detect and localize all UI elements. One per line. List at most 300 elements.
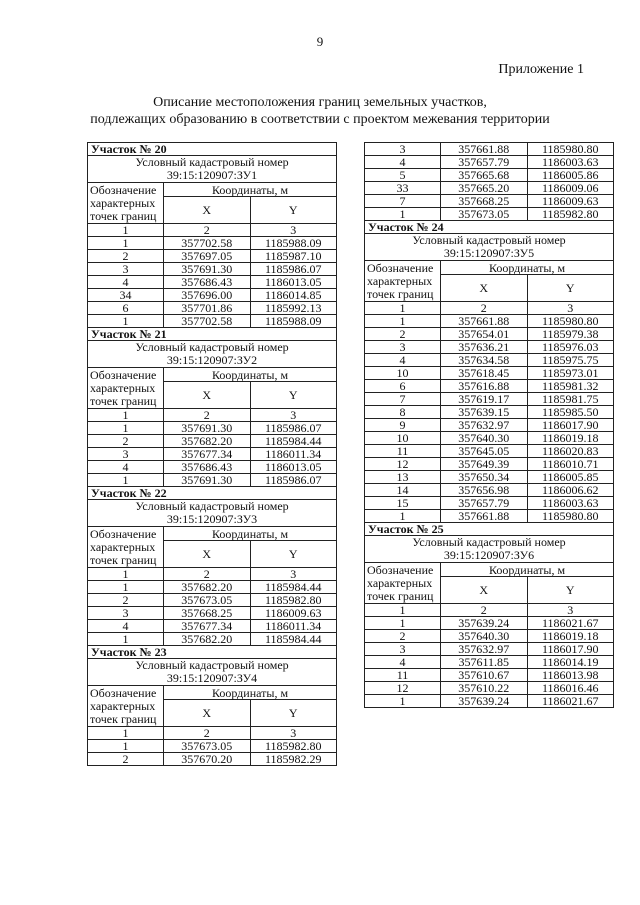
cadastral-row [88, 156, 337, 183]
point-number: 6 [365, 380, 441, 393]
y-coordinate: 1186019.18 [527, 432, 614, 445]
point-number: 15 [365, 497, 441, 510]
y-coordinate: 1186017.90 [527, 643, 614, 656]
y-coordinate: 1185988.09 [250, 237, 337, 250]
designation-label-line: Обозначение [90, 182, 157, 197]
y-header: Y [250, 382, 337, 409]
x-coordinate: 357618.45 [441, 367, 528, 380]
y-header: Y [250, 541, 337, 568]
column-number: 1 [365, 302, 441, 315]
x-coordinate: 357682.20 [164, 633, 251, 646]
y-coordinate: 1185987.10 [250, 250, 337, 263]
plot-title-row [88, 328, 337, 341]
cadastral-value: 39:15:120907:ЗУ2 [166, 353, 258, 367]
point-number: 12 [365, 458, 441, 471]
designation-label-line: точек границ [90, 208, 157, 223]
x-coordinate: 357634.58 [441, 354, 528, 367]
table-row [365, 497, 614, 510]
point-number: 3 [88, 263, 164, 276]
y-coordinate: 1186016.46 [527, 682, 614, 695]
header-row [365, 563, 614, 577]
x-header: X [441, 577, 528, 604]
cadastral-value: 39:15:120907:ЗУ4 [166, 671, 258, 685]
cadastral-row [365, 536, 614, 563]
designation-header [88, 368, 164, 409]
designation-label-line: точек границ [90, 711, 157, 726]
x-coordinate: 357670.20 [164, 753, 251, 766]
designation-label-line: Обозначение [90, 526, 157, 541]
table-row [365, 143, 614, 156]
column-number: 2 [164, 568, 251, 581]
cadastral-row [365, 234, 614, 261]
point-number: 1 [88, 581, 164, 594]
column-number: 1 [88, 727, 164, 740]
x-coordinate: 357702.58 [164, 315, 251, 328]
x-coordinate: 357661.88 [441, 510, 528, 523]
column-number: 3 [250, 409, 337, 422]
x-coordinate: 357661.88 [441, 315, 528, 328]
point-number: 7 [365, 393, 441, 406]
table-row [88, 289, 337, 302]
x-coordinate: 357639.24 [441, 695, 528, 708]
point-number: 1 [88, 422, 164, 435]
cadastral-number [365, 536, 614, 563]
table-row [365, 156, 614, 169]
point-number: 4 [88, 276, 164, 289]
page-number: 9 [316, 34, 324, 49]
y-coordinate: 1186014.19 [527, 656, 614, 669]
table-row [88, 237, 337, 250]
y-coordinate: 1186005.86 [527, 169, 614, 182]
point-number: 4 [365, 354, 441, 367]
y-coordinate: 1186006.62 [527, 484, 614, 497]
point-number: 1 [365, 315, 441, 328]
point-number: 3 [365, 643, 441, 656]
right-coordinates-table [364, 142, 614, 708]
point-number: 3 [88, 607, 164, 620]
header-row [365, 261, 614, 275]
point-number: 11 [365, 445, 441, 458]
y-coordinate: 1186011.34 [250, 448, 337, 461]
point-number: 7 [365, 195, 441, 208]
y-coordinate: 1185981.32 [527, 380, 614, 393]
title-line-2: подлежащих образованию в соответствии с проектом межевания территории [90, 112, 550, 127]
x-coordinate: 357640.30 [441, 630, 528, 643]
column-number: 2 [164, 224, 251, 237]
point-number: 1 [365, 208, 441, 221]
cadastral-label: Условный кадастровый номер [412, 535, 566, 549]
y-coordinate: 1185986.07 [250, 474, 337, 487]
coordinates-header: Координаты, м [164, 368, 337, 382]
point-number: 11 [365, 669, 441, 682]
x-coordinate: 357610.22 [441, 682, 528, 695]
point-number: 3 [365, 341, 441, 354]
x-coordinate: 357639.15 [441, 406, 528, 419]
point-number: 13 [365, 471, 441, 484]
column-number: 3 [250, 224, 337, 237]
table-row [88, 607, 337, 620]
point-number: 12 [365, 682, 441, 695]
y-header: Y [250, 197, 337, 224]
cadastral-value: 39:15:120907:ЗУ5 [443, 246, 535, 260]
table-row [365, 406, 614, 419]
y-coordinate: 1186013.05 [250, 461, 337, 474]
y-coordinate: 1186009.63 [250, 607, 337, 620]
table-row [88, 315, 337, 328]
table-row [88, 474, 337, 487]
coordinates-header: Координаты, м [164, 183, 337, 197]
point-number: 5 [365, 169, 441, 182]
x-coordinate: 357632.97 [441, 419, 528, 432]
point-number: 1 [365, 695, 441, 708]
x-coordinate: 357645.05 [441, 445, 528, 458]
point-number: 3 [365, 143, 441, 156]
appendix-label: Приложение 1 [498, 62, 584, 77]
plot-title-row [365, 221, 614, 234]
x-coordinate: 357691.30 [164, 263, 251, 276]
table-row [365, 617, 614, 630]
y-coordinate: 1186021.67 [527, 617, 614, 630]
column-number-row [88, 224, 337, 237]
x-coordinate: 357636.21 [441, 341, 528, 354]
plot-title: Участок № 24 [365, 221, 614, 234]
y-header: Y [527, 577, 614, 604]
column-number: 1 [88, 409, 164, 422]
y-coordinate: 1186003.63 [527, 156, 614, 169]
y-coordinate: 1186011.34 [250, 620, 337, 633]
x-header: X [164, 197, 251, 224]
designation-header [88, 527, 164, 568]
plot-title-row [88, 143, 337, 156]
y-coordinate: 1185982.80 [527, 208, 614, 221]
point-number: 4 [365, 656, 441, 669]
table-row [88, 620, 337, 633]
x-coordinate: 357697.05 [164, 250, 251, 263]
column-number-row [365, 604, 614, 617]
x-coordinate: 357654.01 [441, 328, 528, 341]
plot-title: Участок № 23 [88, 646, 337, 659]
x-coordinate: 357611.85 [441, 656, 528, 669]
x-coordinate: 357691.30 [164, 422, 251, 435]
cadastral-label: Условный кадастровый номер [412, 233, 566, 247]
x-coordinate: 357702.58 [164, 237, 251, 250]
designation-label-line: характерных [90, 698, 156, 713]
designation-label-line: Обозначение [367, 562, 434, 577]
plot-title-row [88, 487, 337, 500]
point-number: 2 [88, 753, 164, 766]
column-number: 3 [527, 302, 614, 315]
cadastral-label: Условный кадастровый номер [135, 155, 289, 169]
left-coordinates-table [87, 142, 337, 766]
table-row [88, 448, 337, 461]
x-coordinate: 357677.34 [164, 620, 251, 633]
x-coordinate: 357673.05 [164, 594, 251, 607]
right-column [364, 142, 614, 708]
table-row [365, 328, 614, 341]
y-coordinate: 1186010.71 [527, 458, 614, 471]
x-coordinate: 357668.25 [164, 607, 251, 620]
y-coordinate: 1185973.01 [527, 367, 614, 380]
column-number: 2 [164, 409, 251, 422]
designation-label-line: точек границ [90, 552, 157, 567]
plot-title: Участок № 25 [365, 523, 614, 536]
column-number: 3 [250, 727, 337, 740]
x-coordinate: 357661.88 [441, 143, 528, 156]
y-coordinate: 1185986.07 [250, 422, 337, 435]
point-number: 10 [365, 367, 441, 380]
table-row [88, 594, 337, 607]
header-row [88, 183, 337, 197]
x-coordinate: 357656.98 [441, 484, 528, 497]
column-number-row [88, 727, 337, 740]
x-coordinate: 357682.20 [164, 435, 251, 448]
column-number: 1 [88, 568, 164, 581]
designation-header [365, 261, 441, 302]
point-number: 2 [365, 630, 441, 643]
y-coordinate: 1185992.13 [250, 302, 337, 315]
header-row [88, 686, 337, 700]
point-number: 1 [88, 740, 164, 753]
coordinates-header: Координаты, м [164, 527, 337, 541]
column-number: 3 [250, 568, 337, 581]
point-number: 1 [365, 617, 441, 630]
point-number: 8 [365, 406, 441, 419]
table-row [365, 630, 614, 643]
point-number: 6 [88, 302, 164, 315]
table-row [365, 354, 614, 367]
y-coordinate: 1185980.80 [527, 315, 614, 328]
designation-label-line: характерных [90, 539, 156, 554]
cadastral-number [88, 500, 337, 527]
designation-label-line: характерных [367, 575, 433, 590]
table-row [88, 740, 337, 753]
x-coordinate: 357665.68 [441, 169, 528, 182]
y-coordinate: 1186017.90 [527, 419, 614, 432]
point-number: 1 [88, 633, 164, 646]
table-row [365, 656, 614, 669]
designation-label-line: Обозначение [90, 685, 157, 700]
table-row [365, 393, 614, 406]
x-header: X [164, 700, 251, 727]
y-coordinate: 1185984.44 [250, 581, 337, 594]
header-row [88, 527, 337, 541]
x-coordinate: 357619.17 [441, 393, 528, 406]
table-row [88, 302, 337, 315]
designation-header [88, 686, 164, 727]
point-number: 1 [88, 237, 164, 250]
table-row [365, 380, 614, 393]
cadastral-row [88, 500, 337, 527]
point-number: 2 [88, 435, 164, 448]
designation-header [88, 183, 164, 224]
y-coordinate: 1185986.07 [250, 263, 337, 276]
cadastral-number [365, 234, 614, 261]
point-number: 1 [88, 315, 164, 328]
table-row [88, 461, 337, 474]
point-number: 2 [88, 250, 164, 263]
column-number: 2 [441, 302, 528, 315]
y-coordinate: 1186003.63 [527, 497, 614, 510]
designation-label-line: характерных [367, 273, 433, 288]
table-row [88, 435, 337, 448]
designation-label-line: точек границ [367, 286, 434, 301]
table-row [365, 682, 614, 695]
cadastral-number [88, 341, 337, 368]
x-coordinate: 357649.39 [441, 458, 528, 471]
table-row [365, 195, 614, 208]
x-coordinate: 357665.20 [441, 182, 528, 195]
y-coordinate: 1185981.75 [527, 393, 614, 406]
y-coordinate: 1185975.75 [527, 354, 614, 367]
y-coordinate: 1185988.09 [250, 315, 337, 328]
plot-title: Участок № 20 [88, 143, 337, 156]
plot-title: Участок № 22 [88, 487, 337, 500]
cadastral-number [88, 156, 337, 183]
table-row [365, 484, 614, 497]
x-header: X [164, 382, 251, 409]
point-number: 1 [88, 474, 164, 487]
table-row [365, 208, 614, 221]
x-coordinate: 357632.97 [441, 643, 528, 656]
y-coordinate: 1185984.44 [250, 435, 337, 448]
table-row [88, 276, 337, 289]
y-coordinate: 1186014.85 [250, 289, 337, 302]
y-coordinate: 1186021.67 [527, 695, 614, 708]
x-coordinate: 357650.34 [441, 471, 528, 484]
x-coordinate: 357616.88 [441, 380, 528, 393]
plot-title: Участок № 21 [88, 328, 337, 341]
x-header: X [441, 275, 528, 302]
table-row [365, 432, 614, 445]
y-coordinate: 1185982.80 [250, 594, 337, 607]
x-header: X [164, 541, 251, 568]
point-number: 3 [88, 448, 164, 461]
table-row [365, 367, 614, 380]
column-number: 1 [365, 604, 441, 617]
designation-label-line: Обозначение [367, 260, 434, 275]
column-number: 1 [88, 224, 164, 237]
cadastral-label: Условный кадастровый номер [135, 340, 289, 354]
x-coordinate: 357673.05 [164, 740, 251, 753]
y-coordinate: 1185985.50 [527, 406, 614, 419]
point-number: 4 [88, 461, 164, 474]
x-coordinate: 357610.67 [441, 669, 528, 682]
y-coordinate: 1186005.85 [527, 471, 614, 484]
x-coordinate: 357686.43 [164, 276, 251, 289]
y-header: Y [250, 700, 337, 727]
point-number: 4 [88, 620, 164, 633]
y-coordinate: 1186019.18 [527, 630, 614, 643]
table-row [88, 753, 337, 766]
table-row [365, 169, 614, 182]
point-number: 14 [365, 484, 441, 497]
column-number-row [88, 409, 337, 422]
point-number: 2 [88, 594, 164, 607]
y-coordinate: 1186020.83 [527, 445, 614, 458]
point-number: 10 [365, 432, 441, 445]
column-number-row [365, 302, 614, 315]
table-row [365, 510, 614, 523]
coordinates-header: Координаты, м [164, 686, 337, 700]
table-row [365, 182, 614, 195]
table-row [88, 581, 337, 594]
x-coordinate: 357673.05 [441, 208, 528, 221]
cadastral-label: Условный кадастровый номер [135, 499, 289, 513]
table-row [88, 633, 337, 646]
point-number: 4 [365, 156, 441, 169]
y-header: Y [527, 275, 614, 302]
table-row [88, 250, 337, 263]
x-coordinate: 357640.30 [441, 432, 528, 445]
x-coordinate: 357691.30 [164, 474, 251, 487]
designation-label-line: точек границ [90, 393, 157, 408]
x-coordinate: 357686.43 [164, 461, 251, 474]
document-title [0, 94, 640, 128]
x-coordinate: 357701.86 [164, 302, 251, 315]
table-row [365, 341, 614, 354]
column-number: 2 [164, 727, 251, 740]
designation-label-line: характерных [90, 380, 156, 395]
y-coordinate: 1186013.98 [527, 669, 614, 682]
y-coordinate: 1186013.05 [250, 276, 337, 289]
point-number: 34 [88, 289, 164, 302]
left-column [87, 142, 337, 766]
y-coordinate: 1186009.63 [527, 195, 614, 208]
x-coordinate: 357657.79 [441, 156, 528, 169]
y-coordinate: 1185980.80 [527, 510, 614, 523]
cadastral-label: Условный кадастровый номер [135, 658, 289, 672]
table-row [88, 422, 337, 435]
y-coordinate: 1185984.44 [250, 633, 337, 646]
x-coordinate: 357657.79 [441, 497, 528, 510]
y-coordinate: 1185976.03 [527, 341, 614, 354]
coordinates-header: Координаты, м [441, 261, 614, 275]
cadastral-row [88, 341, 337, 368]
table-row [365, 643, 614, 656]
column-number-row [88, 568, 337, 581]
cadastral-value: 39:15:120907:ЗУ6 [443, 548, 535, 562]
table-row [365, 315, 614, 328]
plot-title-row [88, 646, 337, 659]
point-number: 2 [365, 328, 441, 341]
designation-label-line: характерных [90, 195, 156, 210]
x-coordinate: 357668.25 [441, 195, 528, 208]
y-coordinate: 1185980.80 [527, 143, 614, 156]
cadastral-value: 39:15:120907:ЗУ3 [166, 512, 258, 526]
x-coordinate: 357677.34 [164, 448, 251, 461]
point-number: 1 [365, 510, 441, 523]
cadastral-value: 39:15:120907:ЗУ1 [166, 168, 258, 182]
y-coordinate: 1186009.06 [527, 182, 614, 195]
table-row [365, 669, 614, 682]
designation-label-line: точек границ [367, 588, 434, 603]
x-coordinate: 357639.24 [441, 617, 528, 630]
designation-header [365, 563, 441, 604]
coordinates-header: Координаты, м [441, 563, 614, 577]
table-row [365, 445, 614, 458]
point-number: 33 [365, 182, 441, 195]
point-number: 9 [365, 419, 441, 432]
title-line-1: Описание местоположения границ земельных участков, [153, 95, 487, 110]
plot-title-row [365, 523, 614, 536]
y-coordinate: 1185982.80 [250, 740, 337, 753]
table-row [365, 471, 614, 484]
designation-label-line: Обозначение [90, 367, 157, 382]
y-coordinate: 1185979.38 [527, 328, 614, 341]
column-number: 3 [527, 604, 614, 617]
table-row [365, 695, 614, 708]
x-coordinate: 357682.20 [164, 581, 251, 594]
